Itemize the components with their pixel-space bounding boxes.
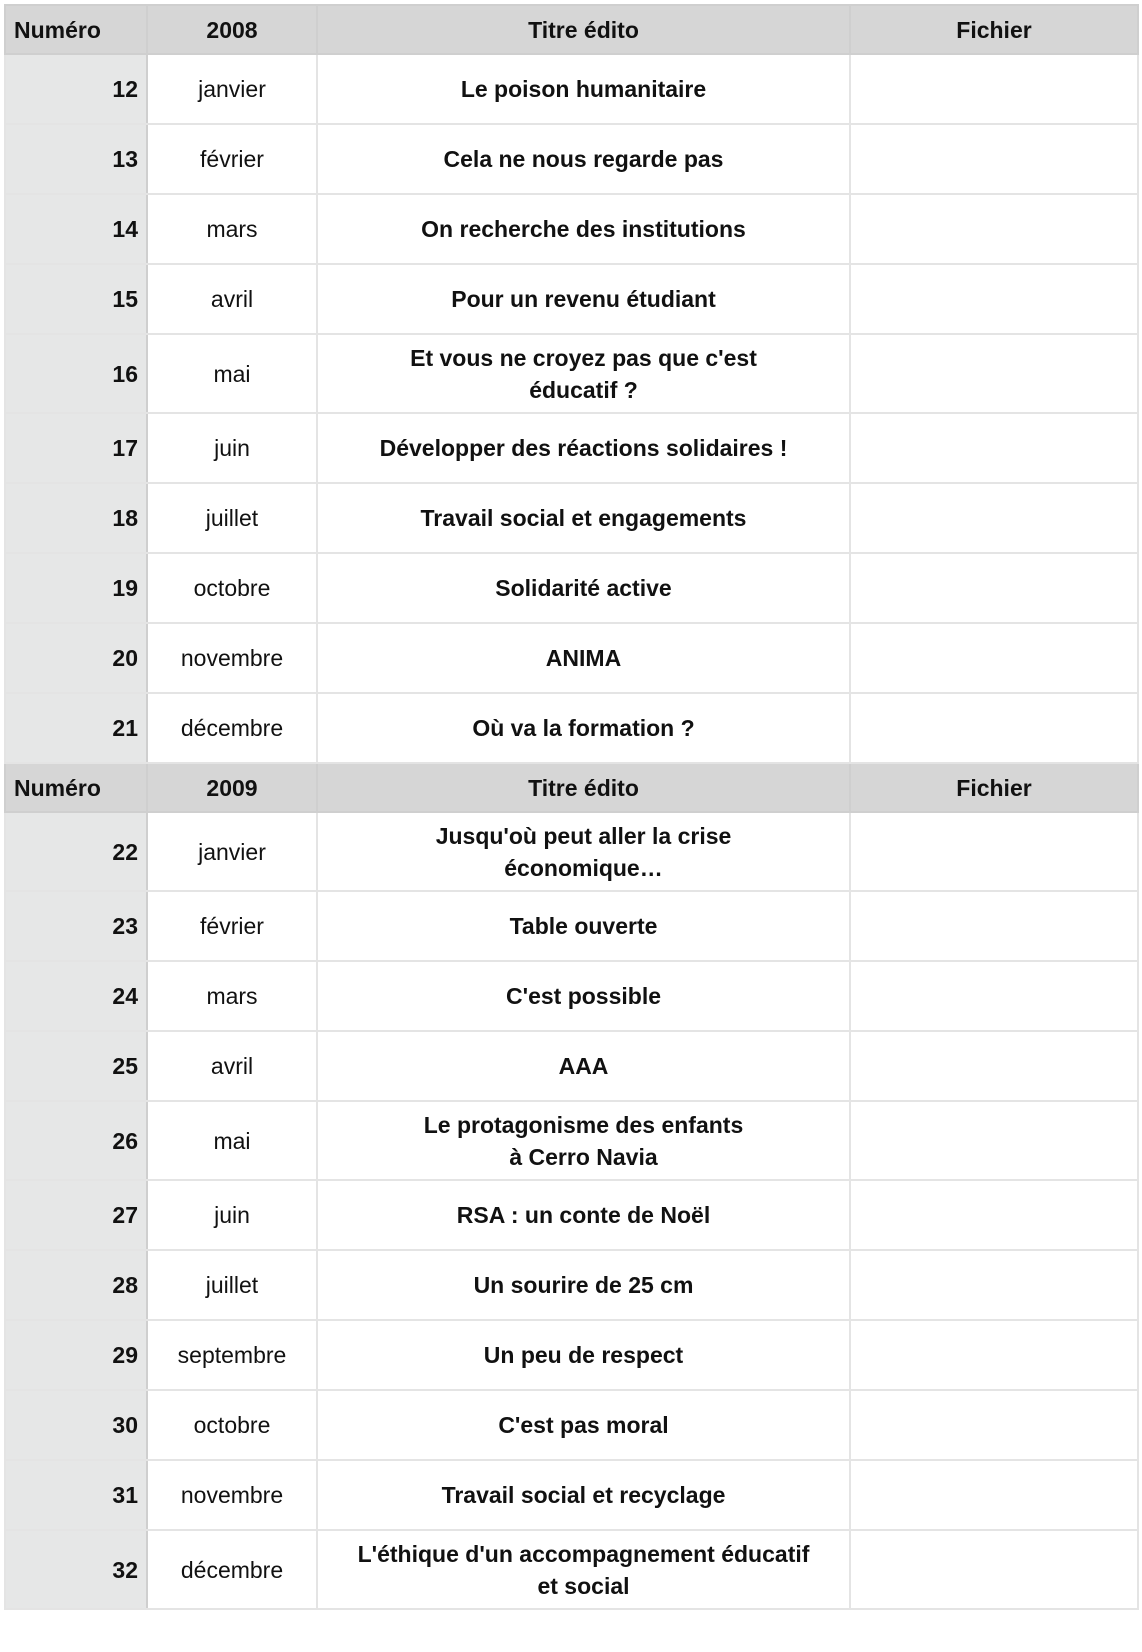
- issue-month: octobre: [147, 1390, 317, 1460]
- table-row: [5, 1101, 1138, 1180]
- table-row: [5, 1530, 1138, 1609]
- file-cell[interactable]: [850, 1320, 1138, 1390]
- file-cell[interactable]: [850, 1390, 1138, 1460]
- edito-title: On recherche des institutions: [317, 194, 850, 264]
- header-titre: Titre édito: [317, 763, 850, 812]
- file-cell[interactable]: [850, 54, 1138, 124]
- edito-title: Travail social et recyclage: [317, 1460, 850, 1530]
- issue-month: mai: [147, 334, 317, 413]
- table-row: [5, 891, 1138, 961]
- table-row: [5, 1390, 1138, 1460]
- file-cell[interactable]: [850, 194, 1138, 264]
- file-cell[interactable]: [850, 1031, 1138, 1101]
- table-row: [5, 194, 1138, 264]
- table-row: [5, 1031, 1138, 1101]
- issue-number: 30: [5, 1390, 147, 1460]
- table-row: [5, 623, 1138, 693]
- file-cell[interactable]: [850, 693, 1138, 763]
- issue-month: octobre: [147, 553, 317, 623]
- issue-month: avril: [147, 1031, 317, 1101]
- edito-title: Travail social et engagements: [317, 483, 850, 553]
- file-cell[interactable]: [850, 1460, 1138, 1530]
- file-cell[interactable]: [850, 413, 1138, 483]
- issue-number: 14: [5, 194, 147, 264]
- table-row: [5, 553, 1138, 623]
- header-numero: Numéro: [5, 763, 147, 812]
- table-row: [5, 1180, 1138, 1250]
- edito-title: C'est pas moral: [317, 1390, 850, 1460]
- edito-title: Cela ne nous regarde pas: [317, 124, 850, 194]
- edito-title: Pour un revenu étudiant: [317, 264, 850, 334]
- header-numero: Numéro: [5, 5, 147, 54]
- issue-number: 21: [5, 693, 147, 763]
- issue-number: 13: [5, 124, 147, 194]
- issue-month: juin: [147, 1180, 317, 1250]
- edito-title: Développer des réactions solidaires !: [317, 413, 850, 483]
- file-cell[interactable]: [850, 483, 1138, 553]
- edito-title: Le poison humanitaire: [317, 54, 850, 124]
- edito-title: Table ouverte: [317, 891, 850, 961]
- issue-number: 31: [5, 1460, 147, 1530]
- table-row: [5, 264, 1138, 334]
- table-row: [5, 54, 1138, 124]
- table-row: [5, 1320, 1138, 1390]
- edito-title: Où va la formation ?: [317, 693, 850, 763]
- table-row: [5, 334, 1138, 413]
- issue-month: juin: [147, 413, 317, 483]
- issue-number: 18: [5, 483, 147, 553]
- table-row: [5, 483, 1138, 553]
- header-fichier: Fichier: [850, 5, 1138, 54]
- edito-title: Jusqu'où peut aller la crise économique…: [317, 812, 850, 891]
- table-row: [5, 124, 1138, 194]
- issue-number: 29: [5, 1320, 147, 1390]
- issue-month: mars: [147, 194, 317, 264]
- editorials-table: [4, 4, 1139, 1610]
- issue-number: 24: [5, 961, 147, 1031]
- edito-title: Le protagonisme des enfants à Cerro Navia: [317, 1101, 850, 1180]
- issue-number: 22: [5, 812, 147, 891]
- issue-month: novembre: [147, 1460, 317, 1530]
- issue-month: mai: [147, 1101, 317, 1180]
- issue-number: 27: [5, 1180, 147, 1250]
- file-cell[interactable]: [850, 891, 1138, 961]
- issue-number: 16: [5, 334, 147, 413]
- edito-title: C'est possible: [317, 961, 850, 1031]
- issue-month: février: [147, 124, 317, 194]
- file-cell[interactable]: [850, 124, 1138, 194]
- edito-title: Et vous ne croyez pas que c'est éducatif ?: [317, 334, 850, 413]
- issue-month: juillet: [147, 483, 317, 553]
- issue-month: décembre: [147, 1530, 317, 1609]
- edito-title: Un peu de respect: [317, 1320, 850, 1390]
- file-cell[interactable]: [850, 961, 1138, 1031]
- edito-title: RSA : un conte de Noël: [317, 1180, 850, 1250]
- issue-number: 23: [5, 891, 147, 961]
- table-row: [5, 693, 1138, 763]
- table-row: [5, 1460, 1138, 1530]
- issue-number: 28: [5, 1250, 147, 1320]
- table-row: [5, 1250, 1138, 1320]
- issue-number: 26: [5, 1101, 147, 1180]
- issue-number: 19: [5, 553, 147, 623]
- table-row: [5, 961, 1138, 1031]
- file-cell[interactable]: [850, 553, 1138, 623]
- issue-month: avril: [147, 264, 317, 334]
- issue-month: janvier: [147, 54, 317, 124]
- issue-number: 15: [5, 264, 147, 334]
- issue-month: juillet: [147, 1250, 317, 1320]
- edito-title: Un sourire de 25 cm: [317, 1250, 850, 1320]
- header-year: 2009: [147, 763, 317, 812]
- header-row-2009: [5, 763, 1138, 812]
- issue-number: 17: [5, 413, 147, 483]
- file-cell[interactable]: [850, 264, 1138, 334]
- issue-month: novembre: [147, 623, 317, 693]
- issue-number: 32: [5, 1530, 147, 1609]
- file-cell[interactable]: [850, 623, 1138, 693]
- issue-month: janvier: [147, 812, 317, 891]
- issue-month: septembre: [147, 1320, 317, 1390]
- table-row: [5, 812, 1138, 891]
- edito-title: L'éthique d'un accompagnement éducatif et social: [317, 1530, 850, 1609]
- file-cell[interactable]: [850, 812, 1138, 891]
- issue-number: 25: [5, 1031, 147, 1101]
- issue-number: 20: [5, 623, 147, 693]
- edito-title: Solidarité active: [317, 553, 850, 623]
- header-titre: Titre édito: [317, 5, 850, 54]
- table-row: [5, 413, 1138, 483]
- file-cell[interactable]: [850, 1101, 1138, 1180]
- file-cell[interactable]: [850, 1530, 1138, 1609]
- file-cell[interactable]: [850, 1250, 1138, 1320]
- edito-title: ANIMA: [317, 623, 850, 693]
- header-year: 2008: [147, 5, 317, 54]
- header-row-2008: [5, 5, 1138, 54]
- issue-month: février: [147, 891, 317, 961]
- header-fichier: Fichier: [850, 763, 1138, 812]
- issue-number: 12: [5, 54, 147, 124]
- edito-title: AAA: [317, 1031, 850, 1101]
- file-cell[interactable]: [850, 1180, 1138, 1250]
- issue-month: mars: [147, 961, 317, 1031]
- file-cell[interactable]: [850, 334, 1138, 413]
- issue-month: décembre: [147, 693, 317, 763]
